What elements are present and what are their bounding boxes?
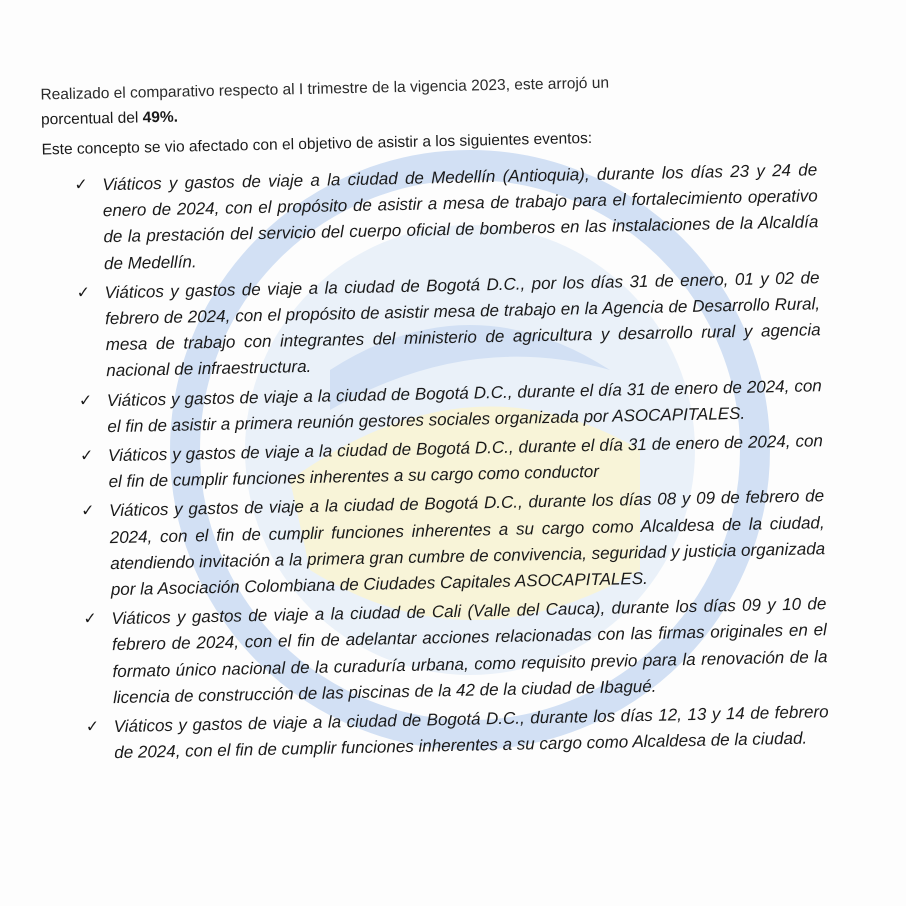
event-text: Viáticos y gastos de viaje a la ciudad de Bogotá D.C., durante el día 31 de enero de 2024, con el fin de asistir a primera reunión gestores sociales organizada por ASOCAPITALES. — [106, 375, 822, 436]
event-text: Viáticos y gastos de viaje a la ciudad de Bogotá D.C., durante los días 08 y 09 de febrero de 2024, con el fin de cumplir funciones inherentes a su cargo como Alcaldesa de la ciudad, atendiendo invitación a la primera gran cumbre de convivencia, seguridad y justicia organizada por la Asociación Colombiana de Ciudades Capitales ASOCAPITALES. — [109, 486, 826, 600]
concept-paragraph: Este concepto se vio afectado con el objetivo de asistir a los siguientes eventos: — [41, 129, 593, 159]
event-text: Viáticos y gastos de viaje a la ciudad de Cali (Valle del Cauca), durante los días 09 y 10 de febrero de 2024, con el fin de adelantar acciones relacionadas con las firmas originales en el formato único nacional de la curaduría urbana, como requisito previo para la renovación de la licencia de construcción de las piscinas de la 42 de la ciudad de Ibagué. — [111, 594, 828, 707]
check-icon: ✓ — [81, 502, 95, 521]
check-icon: ✓ — [83, 610, 98, 628]
list-item — [81, 591, 828, 711]
check-icon: ✓ — [74, 176, 88, 194]
event-text: Viáticos y gastos de viaje a la ciudad de Bogotá D.C., durante los días 12, 13 y 14 de febrero de 2024, con el fin de cumplir funciones inherentes a su cargo como Alcaldesa de la ciudad. — [113, 702, 829, 763]
check-icon: ✓ — [76, 284, 91, 302]
list-item — [79, 484, 826, 604]
list-item — [72, 157, 819, 277]
list-item — [74, 265, 821, 385]
events-list — [72, 157, 829, 770]
event-text: Viáticos y gastos de viaje a la ciudad de Bogotá D.C., durante el día 31 de enero de 2024, con el fin de cumplir funciones inherentes a su cargo como conductor — [107, 431, 824, 492]
intro-paragraph — [40, 65, 861, 132]
check-icon: ✓ — [79, 447, 94, 465]
check-icon: ✓ — [85, 718, 100, 736]
event-text: Viáticos y gastos de viaje a la ciudad de Bogotá D.C., por los días 31 de enero, 01 y 02 de febrero de 2024, con el propósito de asistir mesa de trabajo en la Agencia de Desarrollo Rural, mesa de trabajo con integrantes del ministerio de agricultura y desarrollo rural y agencia nacional de infraestructura. — [104, 268, 821, 381]
check-icon: ✓ — [78, 392, 93, 410]
percentage-value: 49%. — [142, 108, 179, 127]
intro-line-2-prefix: porcentual del — [40, 109, 143, 129]
intro-line-1: Realizado el comparativo respecto al I trimestre de la vigencia 2023, este arrojó un — [40, 74, 610, 104]
event-text: Viáticos y gastos de viaje a la ciudad de Medellín (Antioquia), durante los días 23 y 24 de enero de 2024, con el propósito de asistir a mesa de trabajo para el fortalecimiento operativo de la prestación del servicio del cuerpo oficial de bomberos en las instalaciones de la Alcaldía de Medellín. — [102, 160, 819, 273]
